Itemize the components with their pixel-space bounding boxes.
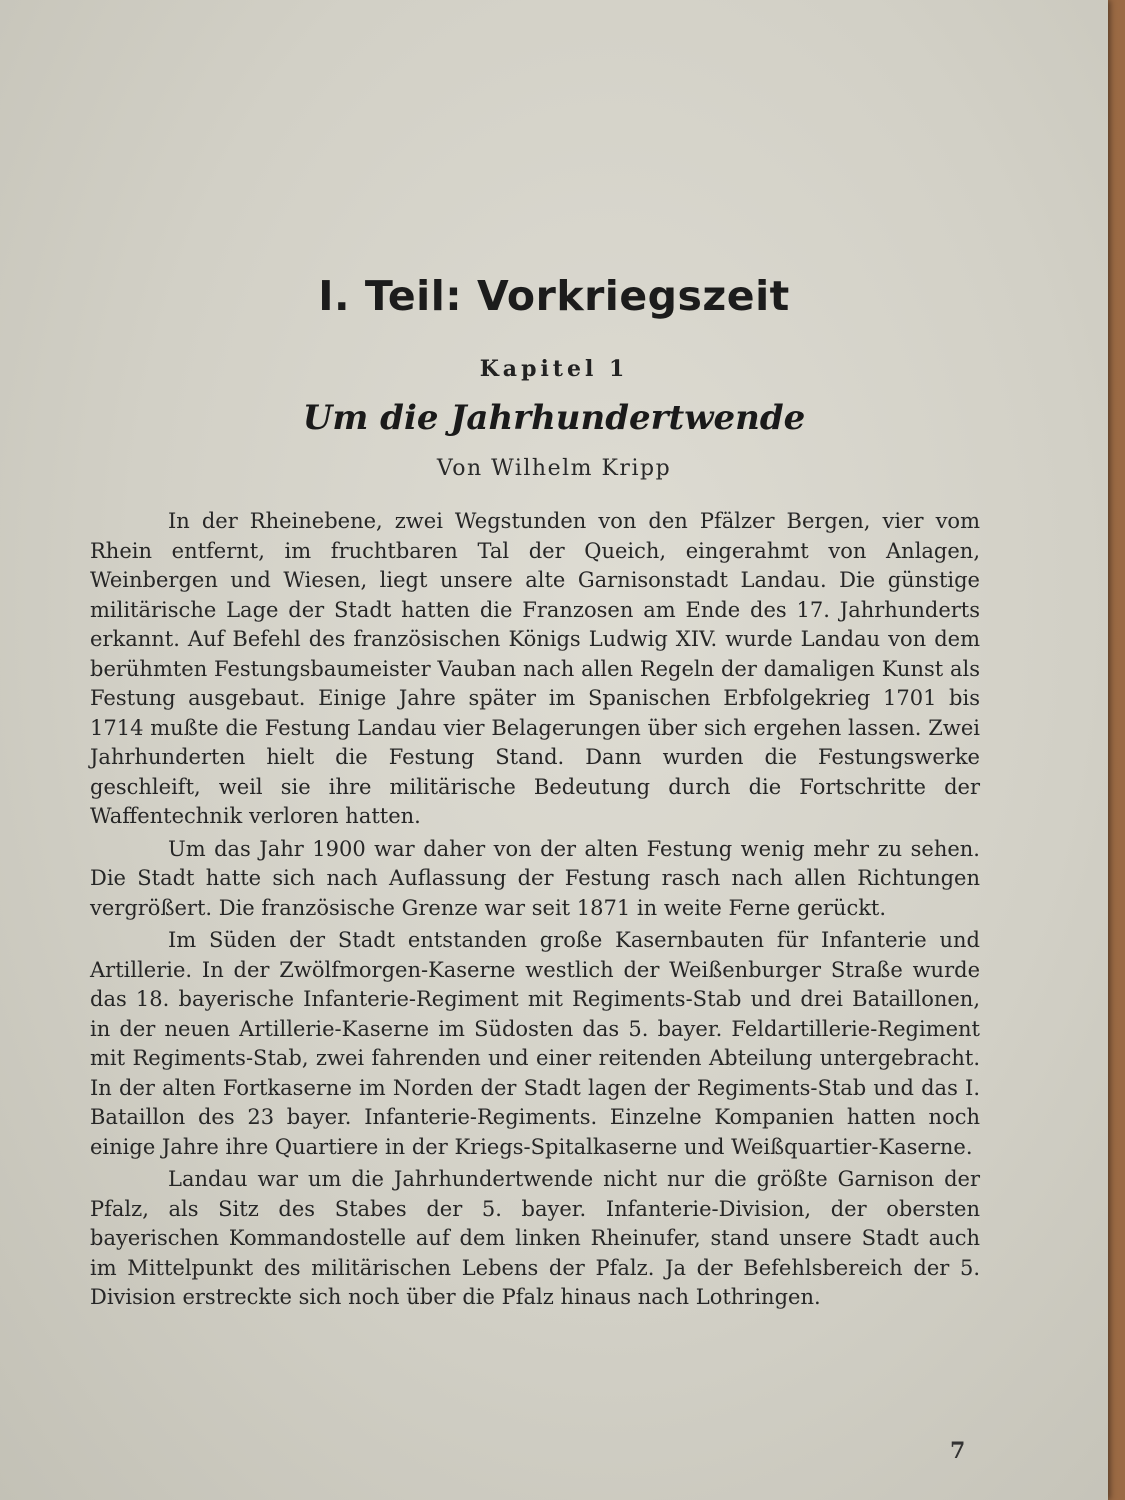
paragraph: Im Süden der Stadt entstanden große Kasernbauten für Infanterie und Artillerie. In der Zwölfmorgen-Kaserne westlich der Weißenburger Straße wurde das 18. bayerische Infanterie-Regiment mit Regiments-Stab und drei Bataillonen, in der neuen Artillerie-Kaserne im Südosten das 5. bayer. Feldartillerie-Regiment mit Regiments-Stab, zwei fahrenden und einer reitenden Abteilung untergebracht. In der alten Fortkaserne im Norden der Stadt lagen der Regiments-Stab und das I. Bataillon des 23 bayer. Infanterie-Regiments. Einzelne Kompanien hatten noch einige Jahre ihre Quartiere in der Kriegs-Spitalkaserne und Weißquartier-Kaserne. [90, 928, 980, 1159]
chapter-title: Um die Jahrhundertwende [302, 398, 806, 438]
part-title: I. Teil: Vorkriegszeit [318, 272, 790, 320]
page-number: 7 [950, 1438, 966, 1464]
paragraph: Landau war um die Jahrhundertwende nicht nur die größte Garnison der Pfalz, als Sitz des Stabes der 5. bayer. Infanterie-Division, der obersten bayerischen Kommandostelle auf dem linken Rheinufer, stand unsere Stadt auch im Mittelpunkt des militärischen Lebens der Pfalz. Ja der Befehlsbereich der 5. Division erstreckte sich noch über die Pfalz hinaus nach Lothringen. [90, 1167, 980, 1309]
paragraph: In der Rheinebene, zwei Wegstunden von den Pfälzer Bergen, vier vom Rhein entfernt, im fruchtbaren Tal der Queich, eingerahmt von Anlagen, Weinbergen und Wiesen, liegt unsere alte Garnisonstadt Landau. Die günstige militärische Lage der Stadt hatten die Franzosen am Ende des 17. Jahrhunderts erkannt. Auf Befehl des französischen Königs Ludwig XIV. wurde Landau von dem berühmten Festungsbaumeister Vauban nach allen Regeln der damaligen Kunst als Festung ausgebaut. Einige Jahre später im Spanischen Erbfolgekrieg 1701 bis 1714 mußte die Festung Landau vier Belagerungen über sich ergehen lassen. Zwei Jahrhunderten hielt die Festung Stand. Dann wurden die Festungswerke geschleift, weil sie ihre militärische Bedeutung durch die Fortschritte der Waffentechnik verloren hatten. [90, 509, 980, 828]
paragraph: Um das Jahr 1900 war daher von der alten Festung wenig mehr zu sehen. Die Stadt hatte sich nach Auflassung der Festung rasch nach allen Richtungen vergrößert. Die französische Grenze war seit 1871 in weite Ferne gerückt. [90, 836, 980, 920]
body-text [90, 507, 980, 1316]
chapter-label: Kapitel 1 [479, 356, 629, 382]
author-line: Von Wilhelm Kripp [436, 456, 672, 481]
